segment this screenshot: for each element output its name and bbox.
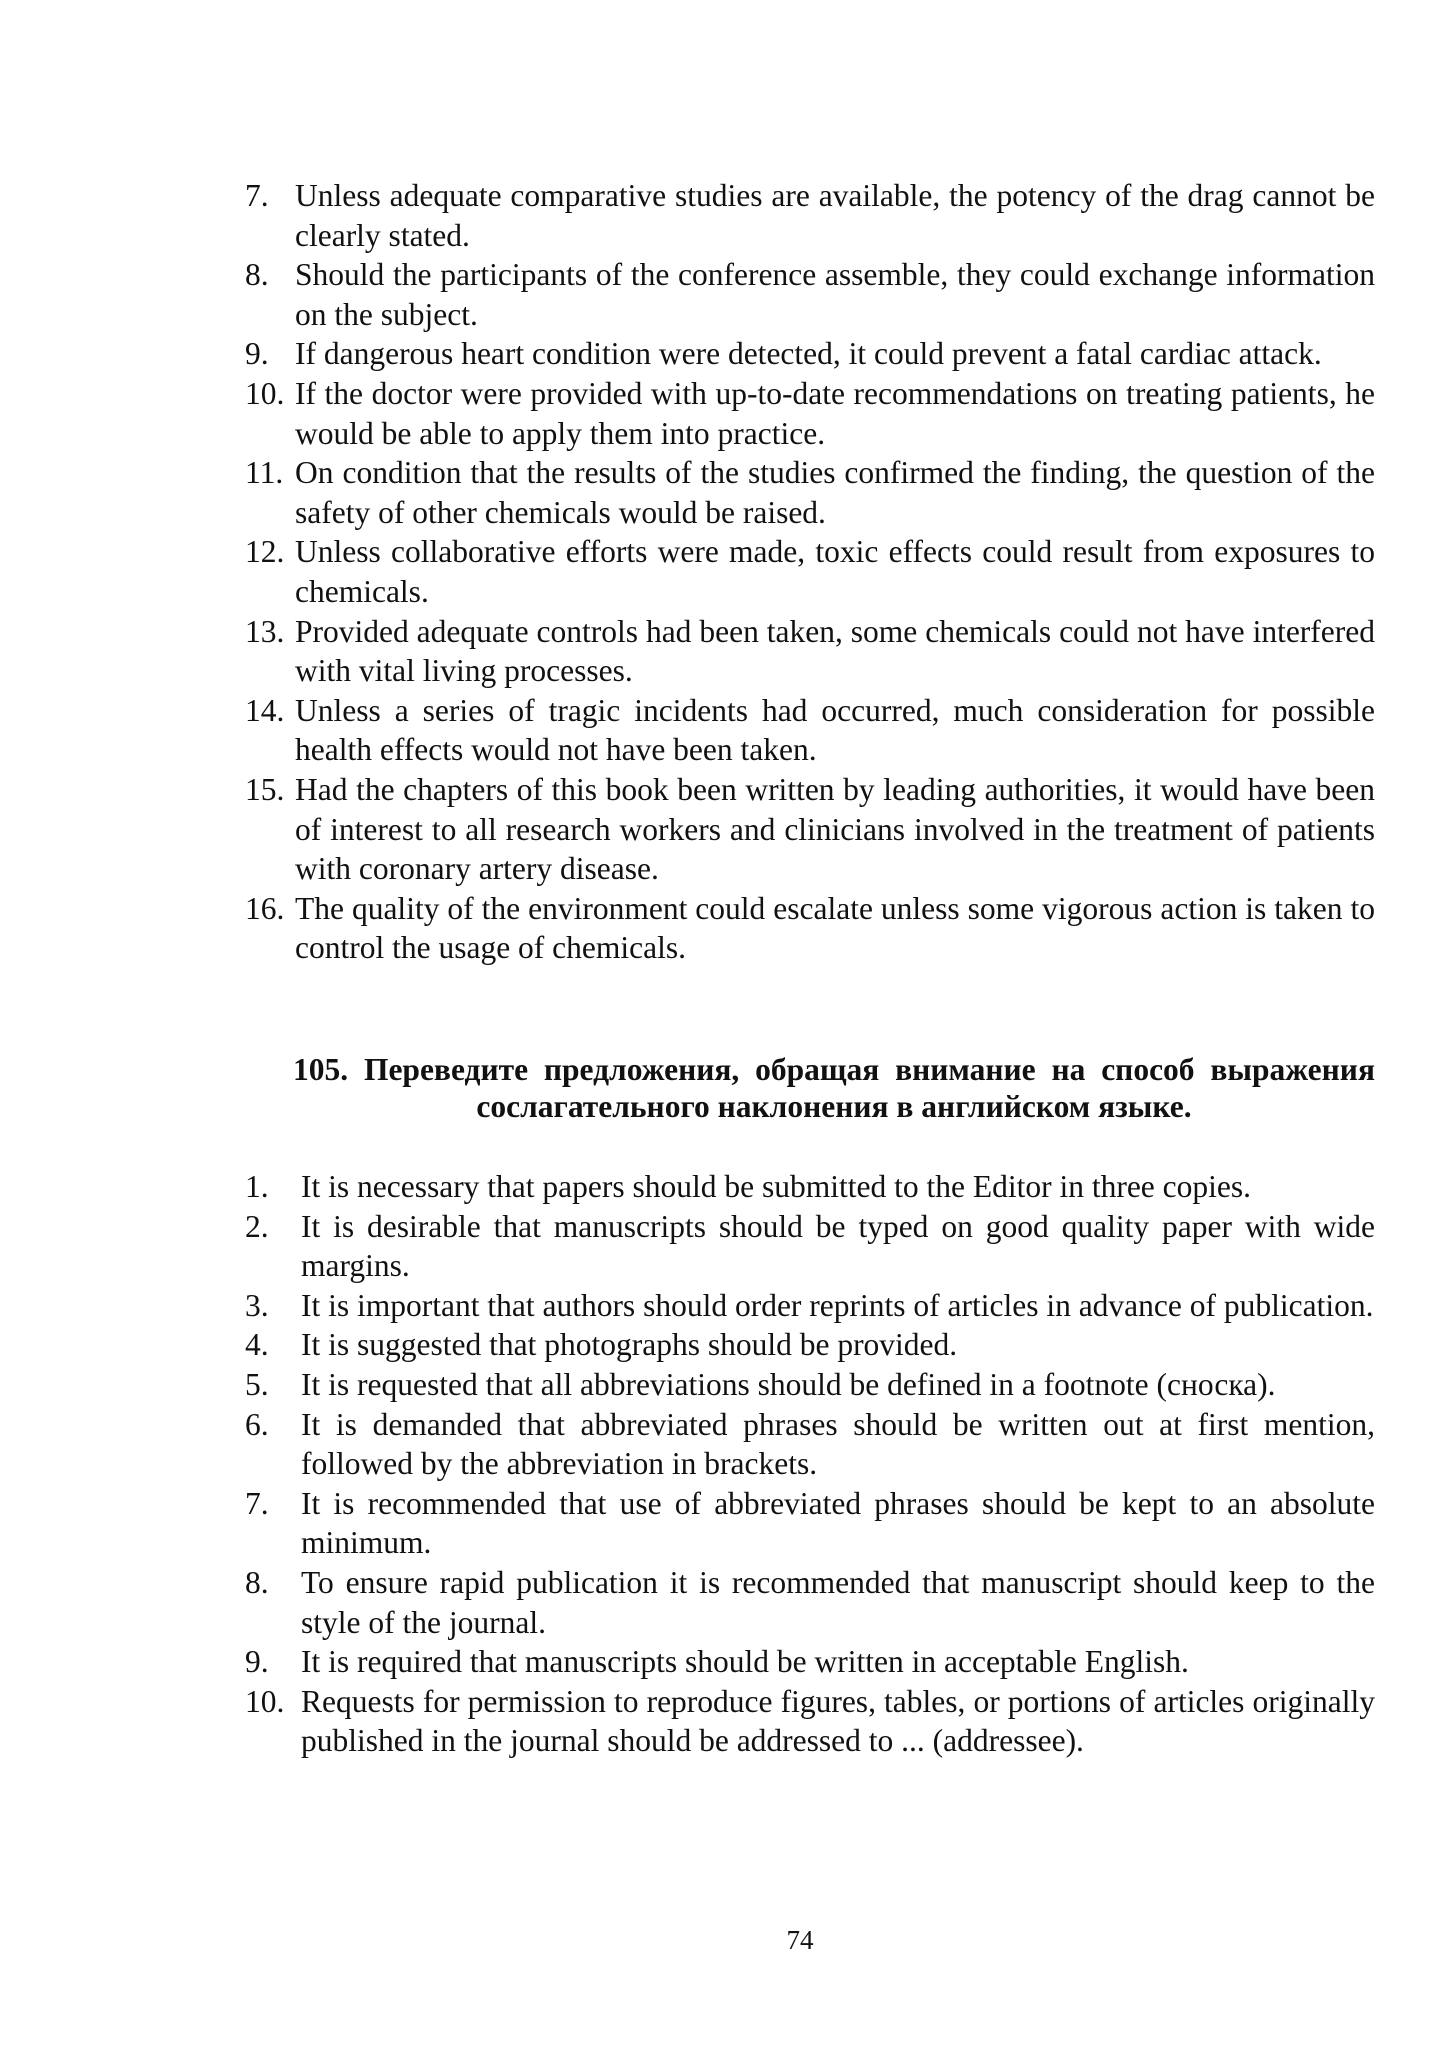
item-number: 8. <box>245 1564 269 1600</box>
item-text: It is necessary that papers should be submitted to the Editor in three copies. <box>301 1169 1252 1204</box>
item-number: 6. <box>245 1406 269 1442</box>
item-text: On condition that the results of the studies confirmed the finding, the question of the safety of other chemicals would be raised. <box>295 455 1375 530</box>
item-text: To ensure rapid publication it is recommended that manuscript should keep to the style of the journal. <box>301 1564 1375 1640</box>
item-number: 13. <box>245 613 285 649</box>
item-text: It is important that authors should order reprints of articles in advance of publication. <box>301 1287 1374 1323</box>
item-number: 9. <box>245 336 269 372</box>
item-text: Should the participants of the conference assemble, they could exchange information on the subject. <box>295 257 1375 332</box>
list-item <box>245 1484 1375 1563</box>
list-item <box>245 1563 1375 1642</box>
list-item <box>245 1405 1375 1484</box>
list-item <box>245 334 1375 374</box>
item-number: 14. <box>245 692 285 728</box>
list-item <box>245 532 1375 611</box>
item-text: Requests for permission to reproduce figures, tables, or portions of articles originally published in the journal should be addressed to ... (addressee). <box>301 1683 1375 1759</box>
list-item <box>245 770 1375 889</box>
item-text: It is requested that all abbreviations should be defined in a footnote (сноска). <box>301 1366 1276 1402</box>
item-text: Unless adequate comparative studies are available, the potency of the drag cannot be clearly stated. <box>295 178 1375 253</box>
page-number: 74 <box>786 1925 814 1955</box>
item-text: Provided adequate controls had been taken, some chemicals could not have interfered with vital living processes. <box>295 613 1375 689</box>
list-item <box>245 1286 1375 1326</box>
list-item <box>245 1682 1375 1761</box>
item-number: 5. <box>245 1366 269 1402</box>
item-text: It is recommended that use of abbreviated phrases should be kept to an absolute minimum. <box>301 1485 1375 1561</box>
item-number: 16. <box>245 890 285 926</box>
item-number: 8. <box>245 257 269 293</box>
list-item <box>245 1365 1375 1405</box>
item-text: It is required that manuscripts should be written in acceptable English. <box>301 1644 1189 1680</box>
list-item <box>245 1167 1375 1207</box>
item-number: 2. <box>245 1208 269 1244</box>
item-number: 7. <box>245 178 269 213</box>
list-item <box>245 176 1375 255</box>
item-number: 11. <box>245 455 284 491</box>
item-number: 12. <box>245 534 285 570</box>
item-number: 10. <box>245 375 285 411</box>
item-text: The quality of the environment could escalate unless some vigorous action is taken to control the usage of chemicals. <box>295 890 1375 966</box>
sentence-list-conditionals <box>245 176 1375 968</box>
item-number: 7. <box>245 1485 269 1521</box>
list-item <box>245 453 1375 532</box>
item-text: If dangerous heart condition were detected, it could prevent a fatal cardiac attack. <box>295 336 1322 372</box>
list-item <box>245 889 1375 968</box>
item-number: 10. <box>245 1683 285 1719</box>
item-text: It is demanded that abbreviated phrases should be written out at first mention, followed by the abbreviation in brackets. <box>301 1406 1375 1482</box>
item-text: It is suggested that photographs should be provided. <box>301 1327 958 1363</box>
exercise-heading <box>293 1051 1375 1125</box>
exercise-title: Переведите предложения, обращая внимание на способ выражения сослагательного наклонения в английском языке. <box>363 1052 1376 1124</box>
item-number: 4. <box>245 1327 269 1363</box>
item-number: 1. <box>245 1169 269 1204</box>
item-text: Unless a series of tragic incidents had occurred, much consideration for possible health effects would not have been taken. <box>295 692 1375 768</box>
item-text: Unless collaborative efforts were made, toxic effects could result from exposures to chemicals. <box>295 534 1375 609</box>
item-text: Had the chapters of this book been written by leading authorities, it would have been of interest to all research workers and clinicians involved in the treatment of patients with coronary artery disease. <box>295 771 1375 887</box>
item-number: 3. <box>245 1287 269 1323</box>
sentence-list-subjunctive <box>245 1167 1375 1761</box>
list-item <box>245 691 1375 770</box>
exercise-number: 105. <box>293 1052 349 1087</box>
list-item <box>245 1325 1375 1365</box>
item-number: 15. <box>245 771 285 807</box>
item-text: It is desirable that manuscripts should be typed on good quality paper with wide margins. <box>301 1208 1375 1284</box>
list-item <box>245 1642 1375 1682</box>
list-item <box>245 374 1375 453</box>
item-text: If the doctor were provided with up-to-date recommendations on treating patients, he would be able to apply them into practice. <box>295 375 1375 451</box>
list-item <box>245 1207 1375 1286</box>
list-item <box>245 255 1375 334</box>
list-item <box>245 612 1375 691</box>
item-number: 9. <box>245 1644 269 1680</box>
